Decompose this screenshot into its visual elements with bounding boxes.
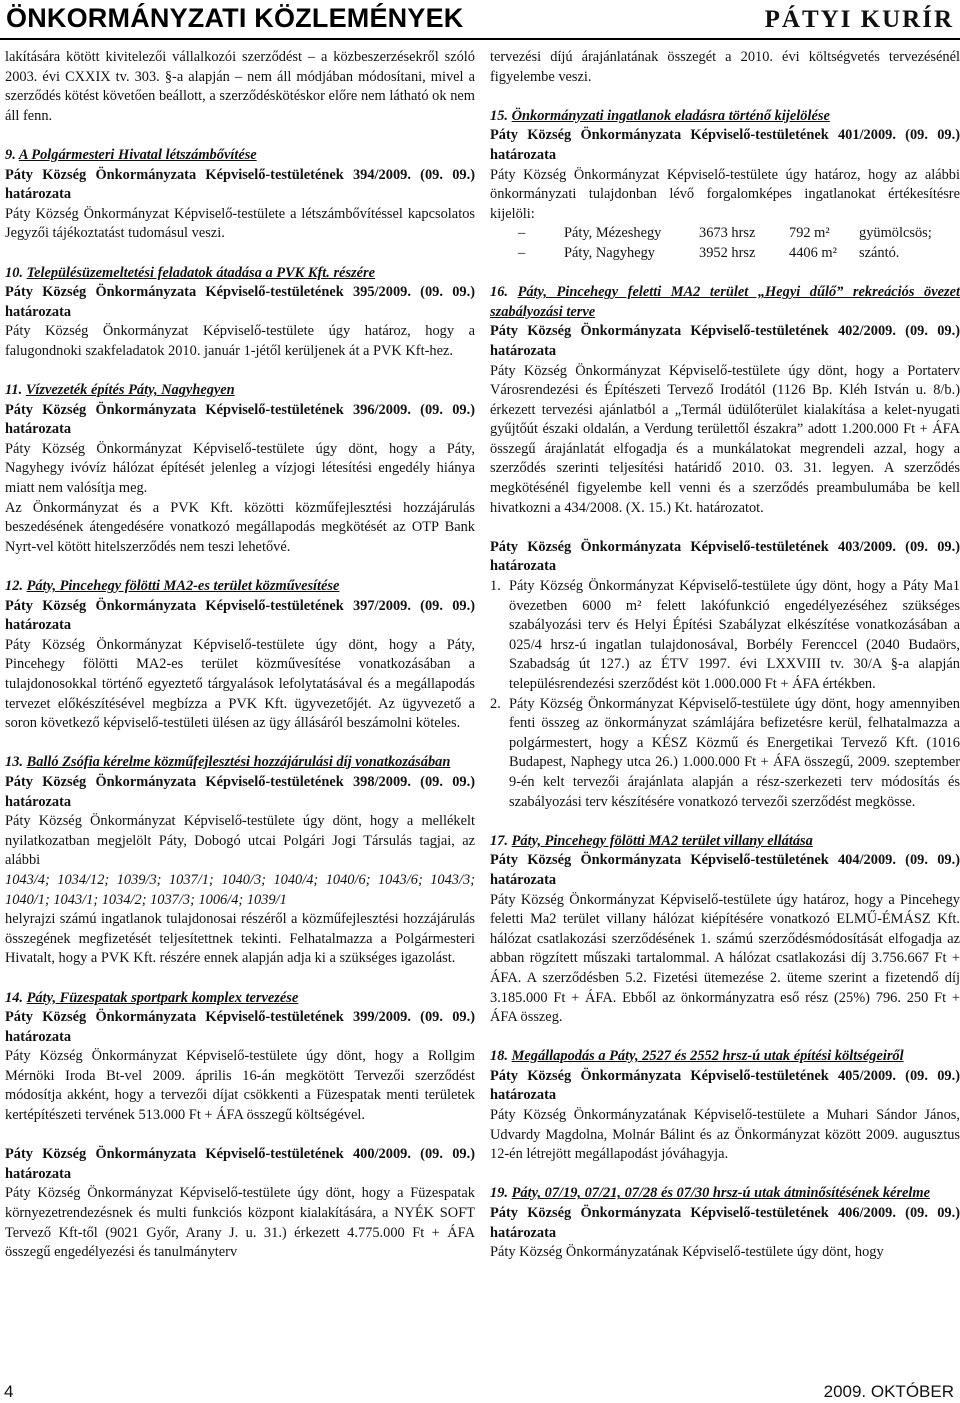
agenda-item-heading — [490, 107, 960, 127]
resolution-heading: Páty Község Önkormányzata Képviselő-testületének 406/2009. (09. 09.) határozata — [490, 1205, 960, 1241]
paragraph-gap — [490, 87, 960, 107]
page-footer — [0, 1382, 960, 1403]
paragraph-gap — [5, 557, 475, 577]
item-number: 2. — [490, 695, 501, 712]
paragraph-gap — [5, 362, 475, 382]
right-column — [490, 48, 960, 1263]
resolution-heading: Páty Község Önkormányzata Képviselő-testületének 394/2009. (09. 09.) határozata — [5, 166, 475, 203]
resolution-heading: Páty Község Önkormányzata Képviselő-testületének 405/2009. (09. 09.) határozata — [490, 1067, 960, 1104]
resolution-heading: Páty Község Önkormányzata Képviselő-testületének 400/2009. (09. 09.) határozata — [5, 1146, 475, 1182]
resolution-heading: Páty Község Önkormányzata Képviselő-testületének 395/2009. (09. 09.) határozata — [5, 284, 475, 320]
resolution-heading: Páty Község Önkormányzata Képviselő-testületének 397/2009. (09. 09.) határozata — [5, 597, 475, 634]
agenda-item-heading — [5, 381, 475, 401]
body-paragraph: Páty Község Önkormányzat Képviselő-testülete úgy dönt, hogy a Rollgim Mérnöki Iroda Bt-vel 2009. április 16-án megkötött Tervezői szerződést módosítja akként, hogy a tervezői díjat csökkenti a Füzespatak menti területek kertépítészeti tervének 513.000 Ft + ÁFA összegű költségével. — [5, 1048, 475, 1124]
property-hrsz: 3952 hrsz — [699, 244, 756, 261]
paragraph-gap — [5, 1126, 475, 1146]
agenda-item-title: Településüzemeltetési feladatok átadása a PVK Kft. részére — [26, 264, 376, 281]
property-area: 4406 m² — [789, 244, 837, 261]
agenda-item-heading — [490, 1184, 960, 1204]
resolution-heading: Páty Község Önkormányzata Képviselő-testületének 396/2009. (09. 09.) határozata — [5, 401, 475, 438]
property-row — [490, 244, 960, 264]
agenda-item-heading — [5, 264, 475, 284]
paragraph-gap — [490, 812, 960, 832]
page-number: 4 — [4, 1382, 14, 1401]
body-paragraph: Páty Község Önkormányzat Képviselő-testülete úgy dönt, hogy a Páty, Nagyhegy ivóvíz hálózat építését jelenleg a vízjogi létesítési engedély hiánya miatt nem valósítja meg. — [5, 440, 475, 497]
property-location: Páty, Nagyhegy — [564, 244, 655, 261]
resolution-heading: Páty Község Önkormányzata Képviselő-testületének 404/2009. (09. 09.) határozata — [490, 852, 960, 888]
agenda-item-number: 12. — [5, 578, 23, 595]
left-column — [5, 48, 475, 1263]
body-paragraph: Páty Község Önkormányzatának Képviselő-testülete a Muhari Sándor János, Udvardy Magdolna, Molnár Bálint és az Önkormányzat között 2009. augusztus 12-én létrejött megállapodást jóváhagyja. — [490, 1107, 960, 1163]
agenda-item-number: 17. — [490, 832, 508, 849]
property-area: 792 m² — [789, 225, 830, 242]
property-row — [490, 224, 960, 244]
agenda-item-title: Önkormányzati ingatlanok eladásra történő kijelölése — [511, 107, 830, 124]
resolution-heading: Páty Község Önkormányzata Képviselő-testületének 403/2009. (09. 09.) határozata — [490, 538, 960, 575]
body-paragraph: lakítására kötött kivitelezői vállalkozói szerződést – a közbeszerzésekről szóló 2003. évi CXXIX tv. 303. §-a alapján – nem áll módjában módosítani, mivel a szerződés kötést követően beállott, a szerződéskötéskor előre nem látható ok nem áll fenn. — [5, 49, 475, 124]
agenda-item-title: Páty, Pincehegy fölötti MA2 terület villany ellátása — [511, 832, 813, 849]
property-type: szántó. — [859, 244, 900, 261]
agenda-item-heading — [490, 283, 960, 322]
agenda-item-number: 10. — [5, 264, 23, 281]
paragraph-gap — [490, 518, 960, 538]
list-dash: – — [518, 244, 526, 261]
body-paragraph: Páty Község Önkormányzat Képviselő-testülete a létszámbővítéssel kapcsolatos Jegyzői tájékoztatást tudomásul veszi. — [5, 205, 475, 242]
agenda-item-heading — [490, 1047, 960, 1067]
agenda-item-number: 14. — [5, 989, 23, 1006]
paragraph-gap — [490, 264, 960, 284]
item-text: Páty Község Önkormányzat Képviselő-testülete úgy dönt, hogy amennyiben fenti összeg az önkormányzat számlájára befizetésre kerül, felhatalmazza a polgármestert, hogy a KÉSZ Közmű és Energetikai Tervező Kft. (1016 Budapest, Naphegy utca 26.) 1.000.000 Ft + ÁFA összegű, 2009. szeptember 9-én kelt tervezői árajánlata alapján a rész-szerkezeti terv módosítás és szabályozási terv készítésére vonatkozó tervezői szerződést megkösse. — [509, 695, 960, 810]
agenda-item-title: Páty, Füzespatak sportpark komplex tervezése — [26, 989, 299, 1006]
body-paragraph: Páty Község Önkormányzat Képviselő-testülete úgy dönt, hogy a mellékelt nyilatkozatban megjelölt Páty, Dobogó utcai Polgári Jogi Társulás tagjai, az alábbi — [5, 813, 475, 869]
parcel-number-list: 1043/4; 1034/12; 1039/3; 1037/1; 1040/3; 1040/4; 1040/6; 1043/6; 1043/3; 1040/1; 1043/1; 1034/2; 1037/3; 1006/4; 1039/1 — [5, 871, 475, 908]
agenda-item-heading — [5, 577, 475, 597]
agenda-item-number: 15. — [490, 107, 508, 124]
paragraph-gap — [5, 734, 475, 754]
numbered-item — [490, 695, 960, 813]
agenda-item-title: Páty, Pincehegy fölötti MA2-es terület közművesítése — [26, 578, 340, 595]
body-paragraph: Páty Község Önkormányzat Képviselő-testülete úgy határoz, hogy az alábbi önkormányzati tulajdonban lévő forgalomképes ingatlanokat értékesítésre kijelöli: — [490, 166, 960, 222]
newspaper-logo: PÁTYI KURÍR — [764, 6, 954, 33]
agenda-item-heading — [5, 753, 475, 773]
body-paragraph: Páty Község Önkormányzat Képviselő-testülete úgy dönt, hogy a Portaterv Városrendezési és Építészeti Tervező Irodától (1126 Bp. Kléh István u. 8/b.) érkezett tervezési ajánlatból a „Termál üdülőterület kialakítása a kelet-nyugati gyűjtőút északi oldalán, a Verdung területtől északra” adott 1.200.000 Ft + ÁFA összegű árajánlatát elfogadja és a munkálatokat megrendeli azzal, hogy a szerződés szerinti teljesítési határidő 2010. 03. 31. legyen. A szerződés megkötésénél figyelembe kell venni és a szerződés preambulumába be kell hivatkozni a 434/2008. (X. 15.) Kt. határozatot. — [490, 362, 960, 516]
agenda-item-heading — [5, 146, 475, 166]
agenda-item-title: A Polgármesteri Hivatal létszámbővítése — [18, 146, 257, 163]
body-paragraph: Páty Község Önkormányzat Képviselő-testülete úgy dönt, hogy a Füzespatak környezetrendezésnek és multi funkciós központ kialakítására, a NYÉK SOFT Tervező Kft-től (9021 Győr, Arany J. u. 31.) érkezett 4.775.000 Ft + ÁFA összegű engedélyezési és tanulmányterv — [5, 1185, 475, 1261]
issue-date: 2009. OKTÓBER — [823, 1382, 954, 1401]
agenda-item-number: 19. — [490, 1185, 508, 1202]
agenda-item-number: 9. — [5, 146, 16, 163]
paragraph-gap — [5, 126, 475, 146]
body-paragraph: Az Önkormányzat és a PVK Kft. közötti közműfejlesztési hozzájárulás beszedésének átengedésére vonatkozó megállapodás megkötését az OTP Bank Nyrt-vel kötött hitelszerződés nem teszi lehetővé. — [5, 499, 475, 555]
agenda-item-number: 18. — [490, 1048, 508, 1065]
page-header — [0, 0, 960, 40]
body-paragraph: Páty Község Önkormányzat Képviselő-testülete úgy határoz, hogy a falugondnoki szakfeladatok 2010. január 1-jétől kerüljenek át a PVK Kft-hez. — [5, 323, 475, 359]
paragraph-gap — [490, 1165, 960, 1185]
item-text: Páty Község Önkormányzat Képviselő-testülete úgy dönt, hogy a Páty Ma1 övezetben 6000 m² felett lakófunkció engedélyezéséhez szükséges szabályozási terv és Helyi Építési Szabályzat elkészítése vonatkozásában a 025/4 hrsz-ú ingatlan tulajdonosával, Borbély Ferenccel (2040 Budaörs, Szabadság út 127.) az ÉTV 1997. évi LXXVIII tv. 30/A §-a alapján településrendezési szerződést köt 1.000.000 Ft + ÁFA értékben. — [509, 578, 960, 692]
property-type: gyümölcsös; — [859, 225, 932, 242]
paragraph-gap — [490, 1028, 960, 1048]
property-hrsz: 3673 hrsz — [699, 225, 756, 242]
header-divider — [0, 38, 960, 40]
body-paragraph: tervezési díjú árajánlatának összegét a 2010. évi költségvetés tervezésénél figyelembe veszi. — [490, 49, 960, 85]
body-paragraph: Páty Község Önkormányzat Képviselő-testülete úgy dönt, hogy a Páty, Pincehegy fölötti MA2-es terület közművesítése vonatkozásában a tulajdonosokkal történő egyeztető tárgyalások lefolytatásával és a megállapodás tervezet előkészítésével megbízza a PVK Kft. ügyvezetőjét. Az ügyvezető a soron következő képviselő-testületi ülésen az ügy állásáról beszámolni köteles. — [5, 636, 475, 732]
resolution-heading: Páty Község Önkormányzata Képviselő-testületének 398/2009. (09. 09.) határozata — [5, 773, 475, 810]
agenda-item-title: Vízvezeték építés Páty, Nagyhegyen — [25, 382, 235, 399]
resolution-heading: Páty Község Önkormányzata Képviselő-testületének 399/2009. (09. 09.) határozata — [5, 1009, 475, 1045]
resolution-heading: Páty Község Önkormányzata Képviselő-testületének 402/2009. (09. 09.) határozata — [490, 323, 960, 359]
agenda-item-title: Páty, 07/19, 07/21, 07/28 és 07/30 hrsz-ú utak átminősítésének kérelme — [511, 1185, 931, 1202]
agenda-item-title: Balló Zsófia kérelme közműfejlesztési hozzájárulási díj vonatkozásában — [26, 754, 451, 771]
property-location: Páty, Mézeshegy — [564, 225, 662, 242]
body-paragraph: Páty Község Önkormányzat Képviselő-testülete úgy határoz, hogy a Pincehegy feletti Ma2 terület villany hálózat kiépítésére vonatkozó ELMŰ-ÉMÁSZ Kft. hálózat csatlakozási szerződésének 1. számú szerződésmódosítását elfogadja az abban rögzített műszaki tartalommal. A hálózat csatlakozási díj 3.756.667 Ft + ÁFA. A szerződésben 5.2. Fizetési ütemezése 2. üteme szerint a fizetendő díj 3.185.000 Ft + ÁFA. Ebből az önkormányzatra eső rész (25%) 796. 250 Ft + ÁFA összeg. — [490, 891, 960, 1026]
numbered-item — [490, 577, 960, 695]
body-paragraph: Páty Község Önkormányzatának Képviselő-testülete úgy dönt, hogy — [490, 1244, 884, 1261]
item-number: 1. — [490, 578, 501, 595]
agenda-item-title: Páty, Pincehegy feletti MA2 terület „Hegyi dűlő” rekreációs övezet szabályozási terve — [490, 284, 960, 320]
resolution-heading: Páty Község Önkormányzata Képviselő-testületének 401/2009. (09. 09.) határozata — [490, 127, 960, 163]
agenda-item-title: Megállapodás a Páty, 2527 és 2552 hrsz-ú utak építési költségeiről — [511, 1048, 904, 1065]
agenda-item-number: 13. — [5, 754, 23, 771]
agenda-item-heading — [5, 989, 475, 1009]
list-dash: – — [518, 225, 526, 242]
paragraph-gap — [5, 969, 475, 989]
section-title: ÖNKORMÁNYZATI KÖZLEMÉNYEK — [6, 3, 464, 33]
agenda-item-heading — [490, 832, 960, 852]
body-paragraph: helyrajzi számú ingatlanok tulajdonosai részéről a közműfejlesztési hozzájárulás összegének megfizetését teljesítettnek tekinti. Felhatalmazza a Polgármesteri Hivatalt, hogy a PVK Kft. részére ennek alapján adja ki a szükséges igazolást. — [5, 911, 475, 967]
agenda-item-number: 11. — [5, 382, 23, 399]
paragraph-gap — [5, 244, 475, 264]
agenda-item-number: 16. — [490, 284, 508, 301]
